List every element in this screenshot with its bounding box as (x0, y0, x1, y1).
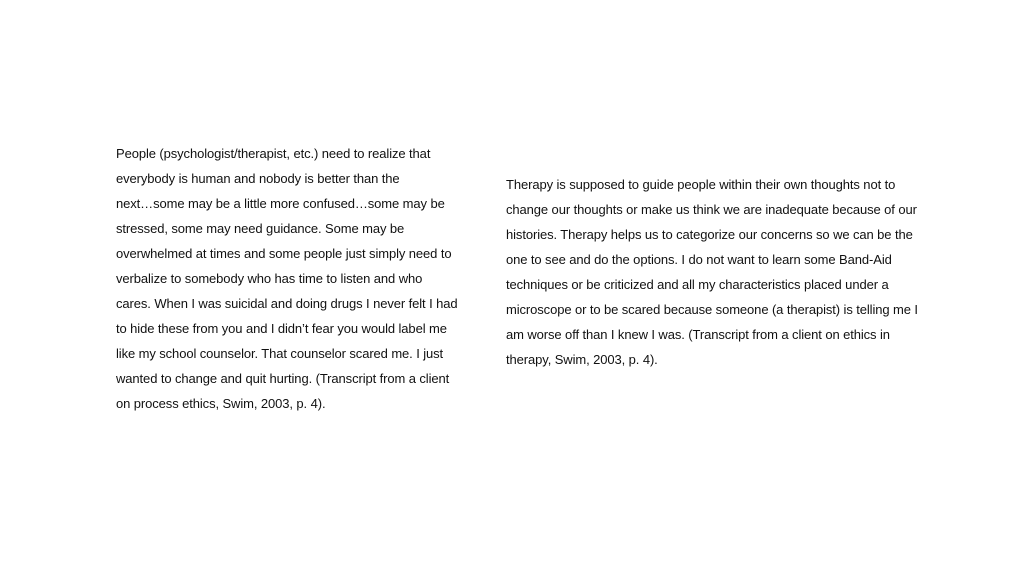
quote-line: everybody is human and nobody is better than the (116, 171, 400, 186)
quote-line: wanted to change and quit hurting. (Transcript from a client (116, 371, 450, 386)
quote-line: microscope or to be scared because someone (a therapist) is telling me I (506, 302, 918, 317)
client-quote-therapy-ethics (506, 172, 918, 372)
quote-line: am worse off than I knew I was. (Transcript from a client on ethics in (506, 327, 890, 342)
quote-line: histories. Therapy helps us to categorize our concerns so we can be the (506, 227, 913, 242)
quote-line: next…some may be a little more confused…some may be (116, 196, 445, 211)
quote-line: therapy, Swim, 2003, p. 4). (506, 352, 658, 367)
quote-line: Therapy is supposed to guide people within their own thoughts not to (506, 177, 896, 192)
quote-line: one to see and do the options. I do not want to learn some Band-Aid (506, 252, 892, 267)
quote-line: stressed, some may need guidance. Some may be (116, 221, 405, 236)
quote-line: change our thoughts or make us think we are inadequate because of our (506, 202, 917, 217)
quote-line: to hide these from you and I didn’t fear you would label me (116, 321, 447, 336)
quote-line: on process ethics, Swim, 2003, p. 4). (116, 396, 326, 411)
quote-line: techniques or be criticized and all my characteristics placed under a (506, 277, 889, 292)
quote-line: cares. When I was suicidal and doing drugs I never felt I had (116, 296, 458, 311)
quote-line: verbalize to somebody who has time to listen and who (116, 271, 423, 286)
quote-line: like my school counselor. That counselor scared me. I just (116, 346, 444, 361)
quote-line: People (psychologist/therapist, etc.) need to realize that (116, 146, 431, 161)
quote-line: overwhelmed at times and some people just simply need to (116, 246, 452, 261)
client-quote-process-ethics (116, 141, 457, 416)
